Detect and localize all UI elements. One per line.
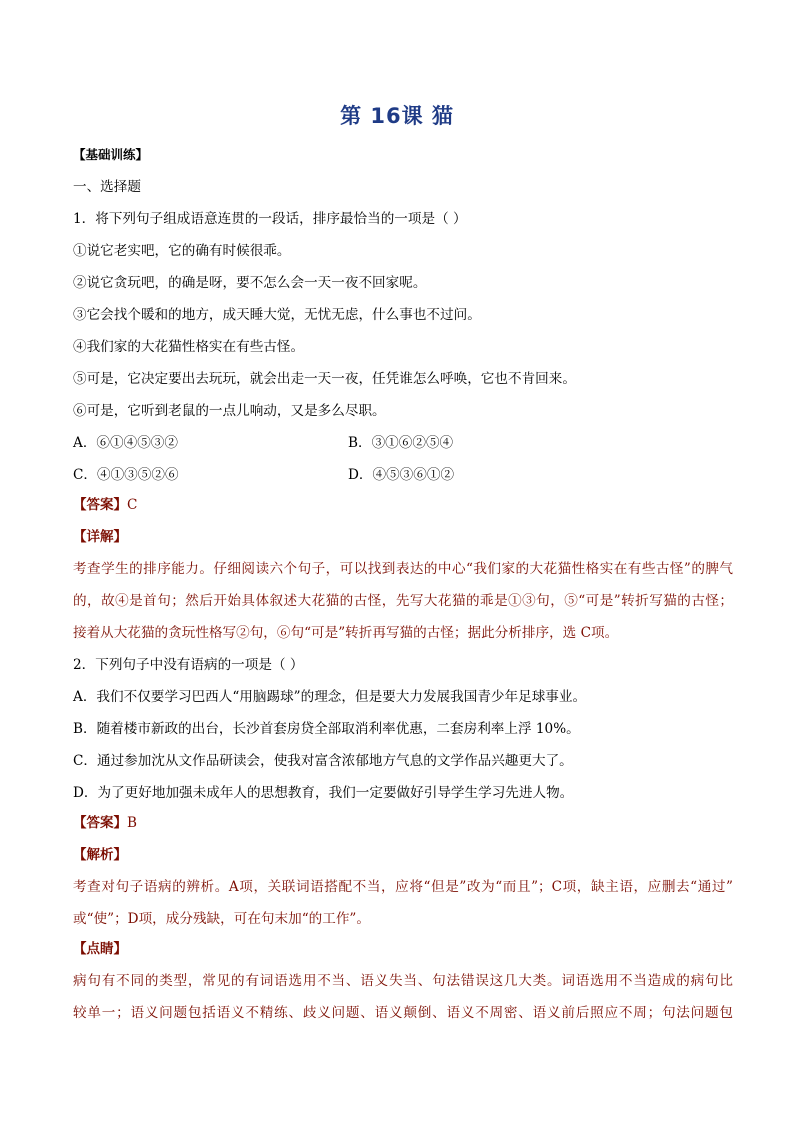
page-title: 第 16课 猫	[340, 104, 454, 128]
question-1-stem: 1．将下列句子组成语意连贯的一段话，排序最恰当的一项是（ ）	[73, 211, 467, 227]
q2-option-c: C．通过参加沈从文作品研读会，使我对富含浓郁地方气息的文学作品兴趣更大了。	[73, 753, 573, 769]
q2-analysis-line-2: 或“使”；D项，成分残缺，可在句末加“的工作”。	[73, 911, 370, 927]
answer-label: 【答案】	[73, 497, 127, 513]
q2-tip-line-2: 较单一；语义问题包括语义不精练、歧义问题、语义颠倒、语义不周密、语义前后照应不周；句法问题包	[73, 1005, 733, 1021]
q1-option-c: C．④①③⑤②⑥	[73, 467, 179, 483]
q2-option-d: D．为了更好地加强未成年人的思想教育，我们一定要做好引导学生学习先进人物。	[73, 785, 574, 801]
q2-option-a: A．我们不仅要学习巴西人“用脑踢球”的理念，但是要大力发展我国青少年足球事业。	[73, 689, 587, 705]
answer-value: C	[127, 497, 138, 513]
q1-option-b: B．③①⑥②⑤④	[348, 435, 454, 451]
q1-detail-line-2: 的，故④是首句；然后开始具体叙述大花猫的古怪，先写大花猫的乖是①③句，⑤“可是”转折写猫的古怪；	[73, 593, 733, 609]
answer-value: B	[127, 815, 137, 831]
q1-answer	[73, 495, 733, 515]
q2-tip-label: 【点睛】	[73, 941, 127, 957]
sentence-3: ③它会找个暖和的地方，成天睡大觉，无忧无虑，什么事也不过问。	[73, 307, 481, 323]
sentence-4: ④我们家的大花猫性格实在有些古怪。	[73, 339, 305, 355]
q1-detail-label: 【详解】	[73, 529, 127, 545]
q1-options-row-1	[73, 433, 733, 453]
question-2-stem: 2．下列句子中没有语病的一项是（ ）	[73, 657, 304, 673]
sentence-1: ①说它老实吧，它的确有时候很乖。	[73, 243, 291, 259]
q1-detail-line-3: 接着从大花猫的贪玩性格写②句，⑥句“可是”转折再写猫的古怪；据此分析排序，选 C项。	[73, 625, 619, 641]
sentence-6: ⑥可是，它听到老鼠的一点儿响动，又是多么尽职。	[73, 403, 386, 419]
q1-option-a: A．⑥①④⑤③②	[73, 435, 178, 451]
q1-option-d: D．④⑤③⑥①②	[348, 467, 455, 483]
answer-label: 【答案】	[73, 815, 127, 831]
q2-analysis-label: 【解析】	[73, 847, 127, 863]
part-heading: 一、选择题	[73, 179, 141, 195]
section-heading: 【基础训练】	[73, 147, 149, 162]
q2-option-b: B．随着楼市新政的出台，长沙首套房贷全部取消利率优惠，二套房利率上浮 10%。	[73, 721, 580, 737]
q1-options-row-2	[73, 465, 733, 485]
sentence-5: ⑤可是，它决定要出去玩玩，就会出走一天一夜，任凭谁怎么呼唤，它也不肯回来。	[73, 371, 576, 387]
q2-tip-line-1: 病句有不同的类型，常见的有词语选用不当、语义失当、句法错误这几大类。词语选用不当造成的病句比	[73, 973, 733, 989]
q1-detail-line-1: 考查学生的排序能力。仔细阅读六个句子，可以找到表达的中心“我们家的大花猫性格实在有些古怪”的脾气	[73, 561, 733, 577]
q2-answer	[73, 813, 733, 833]
q2-analysis-line-1: 考查对句子语病的辨析。A项，关联词语搭配不当，应将“但是”改为“而且”；C项，缺主语，应删去“通过”	[73, 879, 733, 895]
sentence-2: ②说它贪玩吧，的确是呀，要不怎么会一天一夜不回家呢。	[73, 275, 427, 291]
